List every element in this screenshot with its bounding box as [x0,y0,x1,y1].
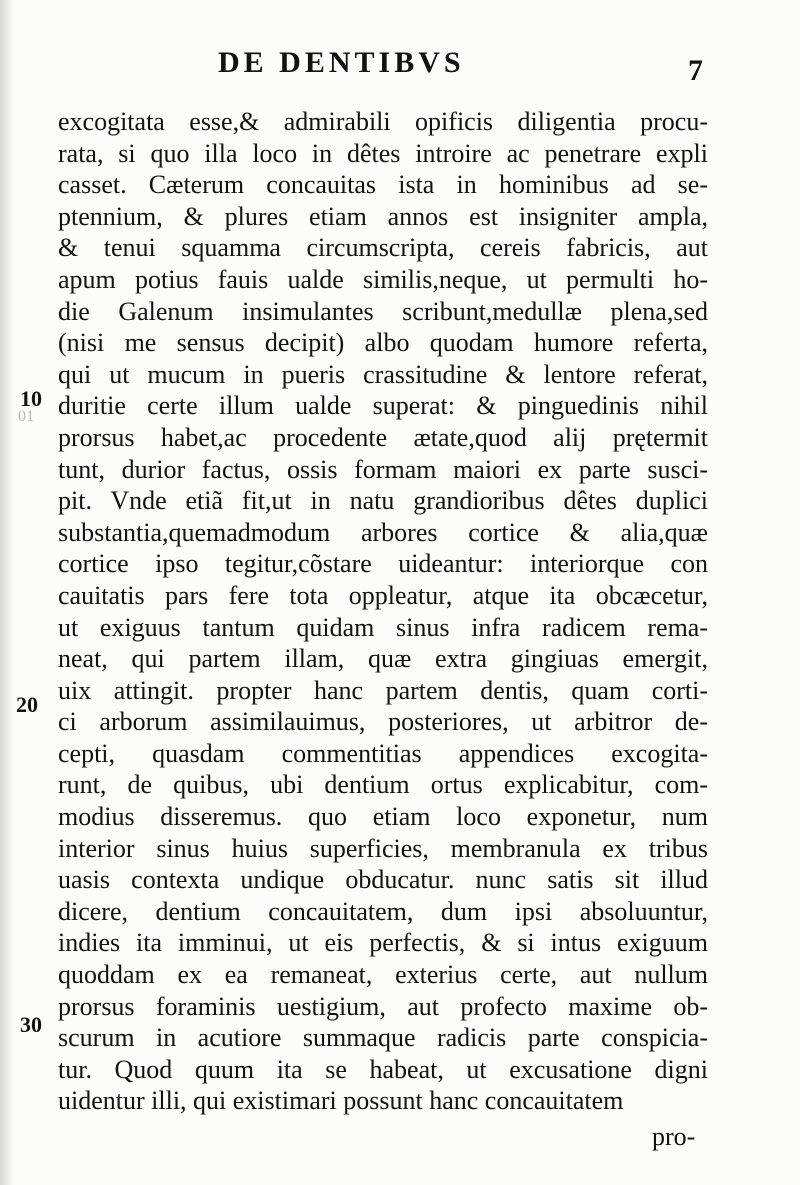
text-line: apum potius fauis ualde similis,neque, ut permulti ho- [58,264,708,294]
text-line: duritie certe illum ualde superat: & pinguedinis nihil [58,391,708,421]
text-line: prorsus foraminis uestigium, aut profecto maxime ob- [58,991,708,1021]
text-line: pit. Vnde etiã fit,ut in natu grandioribus dêtes duplici [58,486,708,516]
text-line: interior sinus huius superficies, membranula ex tribus [58,833,708,863]
margin-line-number-30: 30 [20,1012,42,1037]
text-line: uasis contexta undique obducatur. nunc satis sit illud [58,865,708,895]
text-line: runt, de quibus, ubi dentium ortus explicabitur, com- [58,770,708,800]
text-line: quoddam ex ea remaneat, exterius certe, aut nullum [58,960,708,990]
text-line: prorsus habet,ac procedente ætate,quod alij prętermit [58,422,708,452]
text-line: cortice ipso tegitur,cõstare uideantur: interiorque con [58,549,708,579]
text-line: cauitatis pars fere tota oppleatur, atque ita obcæcetur, [58,580,708,610]
text-line: die Galenum insimulantes scribunt,medullæ plena,sed [58,296,708,326]
text-line: dicere, dentium concauitatem, dum ipsi absoluuntur, [58,896,708,926]
text-line: scurum in acutiore summaque radicis parte conspicia- [58,1023,708,1053]
text-line: neat, qui partem illam, quæ extra gingiuas emergit, [58,644,708,674]
text-line: modius disseremus. quo etiam loco exponetur, num [58,802,708,832]
text-line: excogitata esse,& admirabili opificis diligentia procu- [58,107,708,136]
running-head: DE DENTIBVS [218,46,465,79]
text-line: substantia,quemadmodum arbores cortice & alia,quæ [58,517,708,547]
text-line: uix attingit. propter hanc partem dentis, quam corti- [58,675,708,705]
text-line: ut exiguus tantum quidam sinus infra radicem rema- [58,612,708,642]
gutter-shadow [0,0,14,1185]
text-block [58,106,708,1117]
page-number: 7 [688,54,703,87]
text-line: tunt, durior factus, ossis formam maiori ex parte susci- [58,454,708,484]
text-line: cepti, quasdam commentitias appendices excogita- [58,738,708,768]
margin-line-number-20: 20 [16,692,38,717]
text-line: qui ut mucum in pueris crassitudine & lentore referat, [58,359,708,389]
text-line: tur. Quod quum ita se habeat, ut excusatione digni [58,1054,708,1084]
margin-line-number-bleed: 01 [18,408,34,425]
text-line: ptennium, & plures etiam annos est insigniter ampla, [58,201,708,231]
margin-line-number-10: 10 [20,386,42,411]
text-line: rata, si quo illa loco in dêtes introire ac penetrare expli [58,138,708,168]
text-line: ci arborum assimilauimus, posteriores, ut arbitror de- [58,707,708,737]
text-line: & tenui squamma circumscripta, cereis fabricis, aut [58,233,708,263]
text-line: casset. Cæterum concauitas ista in hominibus ad se- [58,170,708,200]
catchword: pro- [652,1122,696,1151]
text-line: indies ita imminui, ut eis perfectis, & si intus exiguum [58,928,708,958]
text-line: (nisi me sensus decipit) albo quodam humore referta, [58,328,708,358]
text-line: uidentur illi, qui existimari possunt hanc concauitatem [58,1086,624,1116]
